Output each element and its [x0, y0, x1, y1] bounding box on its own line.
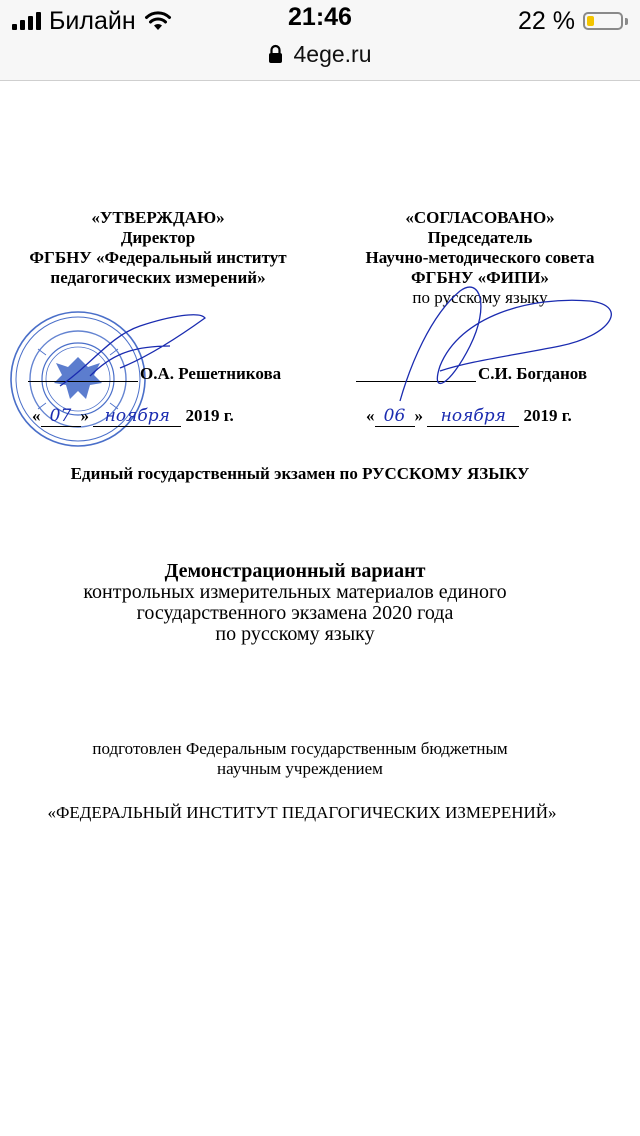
- demo-line2: государственного экзамена 2020 года: [136, 602, 454, 624]
- approve-date-month-field: [93, 406, 181, 427]
- battery-level-fill: [587, 16, 594, 26]
- prepared-line2: научным учреждением: [217, 759, 383, 778]
- chairman-signature: [380, 276, 630, 406]
- battery-icon: [583, 12, 623, 30]
- agree-org: ФГБНУ «ФИПИ»: [411, 268, 549, 287]
- approve-role: Директор: [120, 228, 196, 247]
- approve-date-day-field: [41, 406, 81, 427]
- demo-line3: по русскому языку: [215, 623, 375, 645]
- agree-date-year: 2019 г.: [523, 406, 572, 425]
- wifi-icon: [144, 10, 172, 32]
- approve-date-month: ноября: [104, 406, 170, 426]
- agree-subject: по русскому языку: [412, 288, 548, 307]
- agree-date: [366, 406, 572, 427]
- approve-signer-name: О.А. Решетникова: [140, 364, 282, 383]
- approve-org-line2: педагогических измерений»: [50, 268, 266, 287]
- browser-chrome: [0, 0, 640, 81]
- approve-date-close-quote: »: [80, 406, 89, 425]
- lock-icon: [268, 44, 283, 64]
- director-signature: [50, 296, 210, 396]
- agree-council: Научно-методического совета: [365, 248, 595, 267]
- demo-line1: контрольных измерительных материалов единого: [83, 581, 507, 603]
- prepared-line1: подготовлен Федеральным государственным бюджетным: [92, 739, 508, 758]
- agree-date-month-field: [427, 406, 519, 427]
- agree-heading: «СОГЛАСОВАНО»: [405, 208, 555, 227]
- approve-date-day: 07: [49, 406, 72, 426]
- agree-date-month: ноября: [440, 406, 506, 426]
- status-time: 21:46: [288, 3, 352, 31]
- carrier-name: Билайн: [49, 6, 136, 35]
- approve-date-open-quote: «: [32, 406, 41, 425]
- url-text[interactable]: 4ege.ru: [293, 40, 372, 67]
- agree-date-close-quote: »: [414, 406, 423, 425]
- agree-date-open-quote: «: [366, 406, 375, 425]
- approve-date-year: 2019 г.: [185, 406, 234, 425]
- agree-role: Председатель: [427, 228, 533, 247]
- prepared-block: [0, 739, 600, 779]
- approve-org-line1: ФГБНУ «Федеральный институт: [29, 248, 287, 267]
- document-page: [0, 81, 640, 1136]
- cellular-signal-icon: [12, 12, 41, 30]
- approve-heading: «УТВЕРЖДАЮ»: [91, 208, 225, 227]
- demo-block: [0, 561, 590, 645]
- demo-title: Демонстрационный вариант: [164, 560, 426, 582]
- status-bar-left: [12, 6, 172, 36]
- battery-nub: [625, 18, 628, 25]
- agree-date-day: 06: [383, 406, 406, 426]
- approve-date: [32, 406, 234, 427]
- exam-title: Единый государственный экзамен по РУССКОМУ ЯЗЫКУ: [70, 464, 530, 483]
- address-bar[interactable]: [0, 39, 640, 69]
- status-bar-right: [518, 6, 628, 36]
- agree-signer-name: С.И. Богданов: [478, 364, 588, 383]
- institute-name: «ФЕДЕРАЛЬНЫЙ ИНСТИТУТ ПЕДАГОГИЧЕСКИХ ИЗМЕРЕНИЙ»: [47, 803, 557, 822]
- agree-date-day-field: [375, 406, 415, 427]
- approve-block: [8, 208, 308, 288]
- battery-percent: 22 %: [518, 6, 575, 35]
